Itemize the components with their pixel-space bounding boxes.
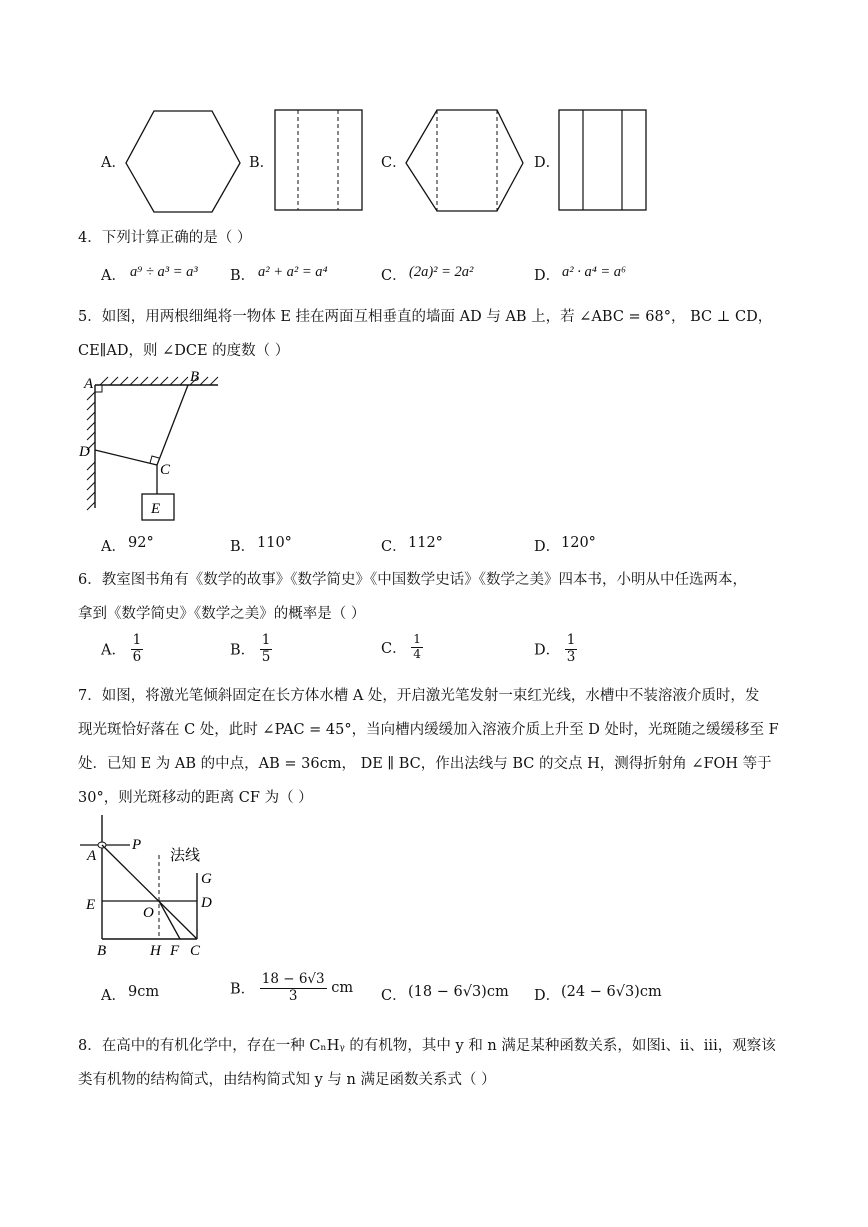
q4-option-c: (2a)² = 2a² [409,264,474,280]
q5-wall-rope-figure [78,368,228,526]
q5-label-b: B [190,369,200,385]
q4-option-d: a² · a⁴ = a⁶ [562,264,627,280]
q7-option-c-label: C． [381,988,407,1004]
q3-hexagon-figure [120,108,245,214]
q5-label-d: D [79,444,90,460]
q7-label-o: O [143,905,154,921]
q7-label-normal: 法线 [170,848,201,864]
q4-option-d-label: D． [534,268,561,284]
q6-option-c-numerator: 1 [413,632,421,646]
q6-option-b [230,633,272,665]
q7-option-d-label: D． [534,988,561,1004]
q7-option-a-label: A． [101,988,126,1004]
q5-option-a-label: A． [101,539,126,555]
q3-option-d-label: D． [534,155,561,171]
q7-option-b-numerator: 18 − 6√3 [261,971,325,987]
q7-label-h: H [150,943,161,959]
q6-option-b-denominator: 5 [261,648,271,665]
q6-option-b-fraction [260,633,273,665]
q7-option-a: 9cm [128,984,160,1000]
q7-label-g: G [201,871,212,887]
q4-option-a: a⁹ ÷ a³ = a³ [130,264,198,280]
q4-stem: 4．下列计算正确的是（ ） [78,230,252,246]
q5-option-d-label: D． [534,539,561,555]
q6-option-b-label: B． [230,642,256,659]
q5-option-d: 120° [561,535,596,551]
q5-label-a: A [84,376,94,392]
q6-option-d-label: D． [534,642,561,659]
q7-label-c: C [190,943,201,959]
q7-label-b: B [97,943,107,959]
q5-option-c-label: C． [381,539,407,555]
q6-option-c-denominator: 4 [413,646,421,661]
q6-option-c-label: C． [381,640,407,657]
q6-option-c [381,633,423,662]
q7-stem-line-4: 30°，则光斑移动的距离 CF 为（ ） [78,790,313,806]
q7-stem-line-3: 处．已知 E 为 AB 的中点，AB = 36cm， DE ∥ BC，作出法线与 BC 的交点 H，测得折射角 ∠FOH 等于 [78,756,772,772]
q7-label-a: A [87,848,97,864]
q6-option-d [534,633,577,665]
q4-option-b-label: B． [230,268,256,284]
q6-option-a-fraction [131,633,144,665]
q5-option-b-label: B． [230,539,256,555]
q3-option-a-label: A． [101,155,126,171]
q8-stem-line-1: 8．在高中的有机化学中，存在一种 CₙHᵧ 的有机物，其中 y 和 n 满足某种函数关系，如图i、ii、iii，观察该 [78,1038,776,1054]
q7-label-p: P [132,837,142,853]
q5-option-b: 110° [257,535,292,551]
q6-option-a-numerator: 1 [132,632,142,648]
q5-option-a: 92° [128,535,154,551]
q3-rect-solid-figure [556,108,651,214]
q7-label-e: E [86,897,96,913]
q4-option-a-label: A． [101,268,126,284]
q6-option-b-numerator: 1 [261,632,271,648]
q7-option-c: (18 − 6√3)cm [408,984,509,1000]
q3-hexagon-net-figure [402,108,527,214]
q6-option-d-numerator: 1 [566,632,576,648]
q8-stem-line-2: 类有机物的结构简式，由结构简式知 y 与 n 满足函数关系式（ ） [78,1072,496,1088]
q5-stem-line-2: CE∥AD，则 ∠DCE 的度数（ ） [78,343,290,359]
q4-option-c-label: C． [381,268,407,284]
q4-option-b: a² + a² = a⁴ [258,264,328,280]
q6-option-a-denominator: 6 [132,648,142,665]
q5-stem-line-1: 5．如图，用两根细绳将一物体 E 挂在两面互相垂直的墙面 AD 与 AB 上，若 ∠ABC = 68°， BC ⊥ CD， [78,309,773,325]
q6-stem-line-2: 拿到《数学简史》《数学之美》的概率是（ ） [78,606,366,622]
q3-option-b-label: B． [249,155,275,171]
q7-option-b-unit: cm [331,980,354,997]
q7-option-b [230,972,353,1004]
q3-rect-dashed-figure [272,108,367,214]
q7-water-tank-figure [80,815,230,960]
q5-label-e: E [151,501,161,517]
q7-stem-line-2: 现光斑恰好落在 C 处，此时 ∠PAC = 45°，当向槽内缓缓加入溶液介质上升至 D 处时，光斑随之缓缓移至 F [78,722,779,738]
q6-option-a-label: A． [101,642,126,659]
q6-option-d-fraction [565,633,578,665]
q6-stem-line-1: 6．教室图书角有《数学的故事》《数学简史》《中国数学史话》《数学之美》四本书，小明从中任选两本， [78,572,747,588]
q7-option-b-denominator: 3 [288,987,298,1004]
q5-option-c: 112° [408,535,443,551]
q7-option-b-label: B． [230,981,256,998]
q7-label-d: D [201,895,212,911]
q7-stem-line-1: 7．如图，将激光笔倾斜固定在长方体水槽 A 处，开启激光笔发射一束红光线，水槽中不装溶液介质时，发 [78,688,760,704]
q6-option-d-denominator: 3 [566,648,576,665]
q7-label-f: F [170,943,180,959]
q6-option-a [101,633,143,665]
q7-option-d: (24 − 6√3)cm [561,984,662,1000]
q3-option-c-label: C． [381,155,407,171]
q7-option-b-fraction [260,972,327,1004]
q6-option-c-fraction [411,633,423,662]
q5-label-c: C [160,462,171,478]
